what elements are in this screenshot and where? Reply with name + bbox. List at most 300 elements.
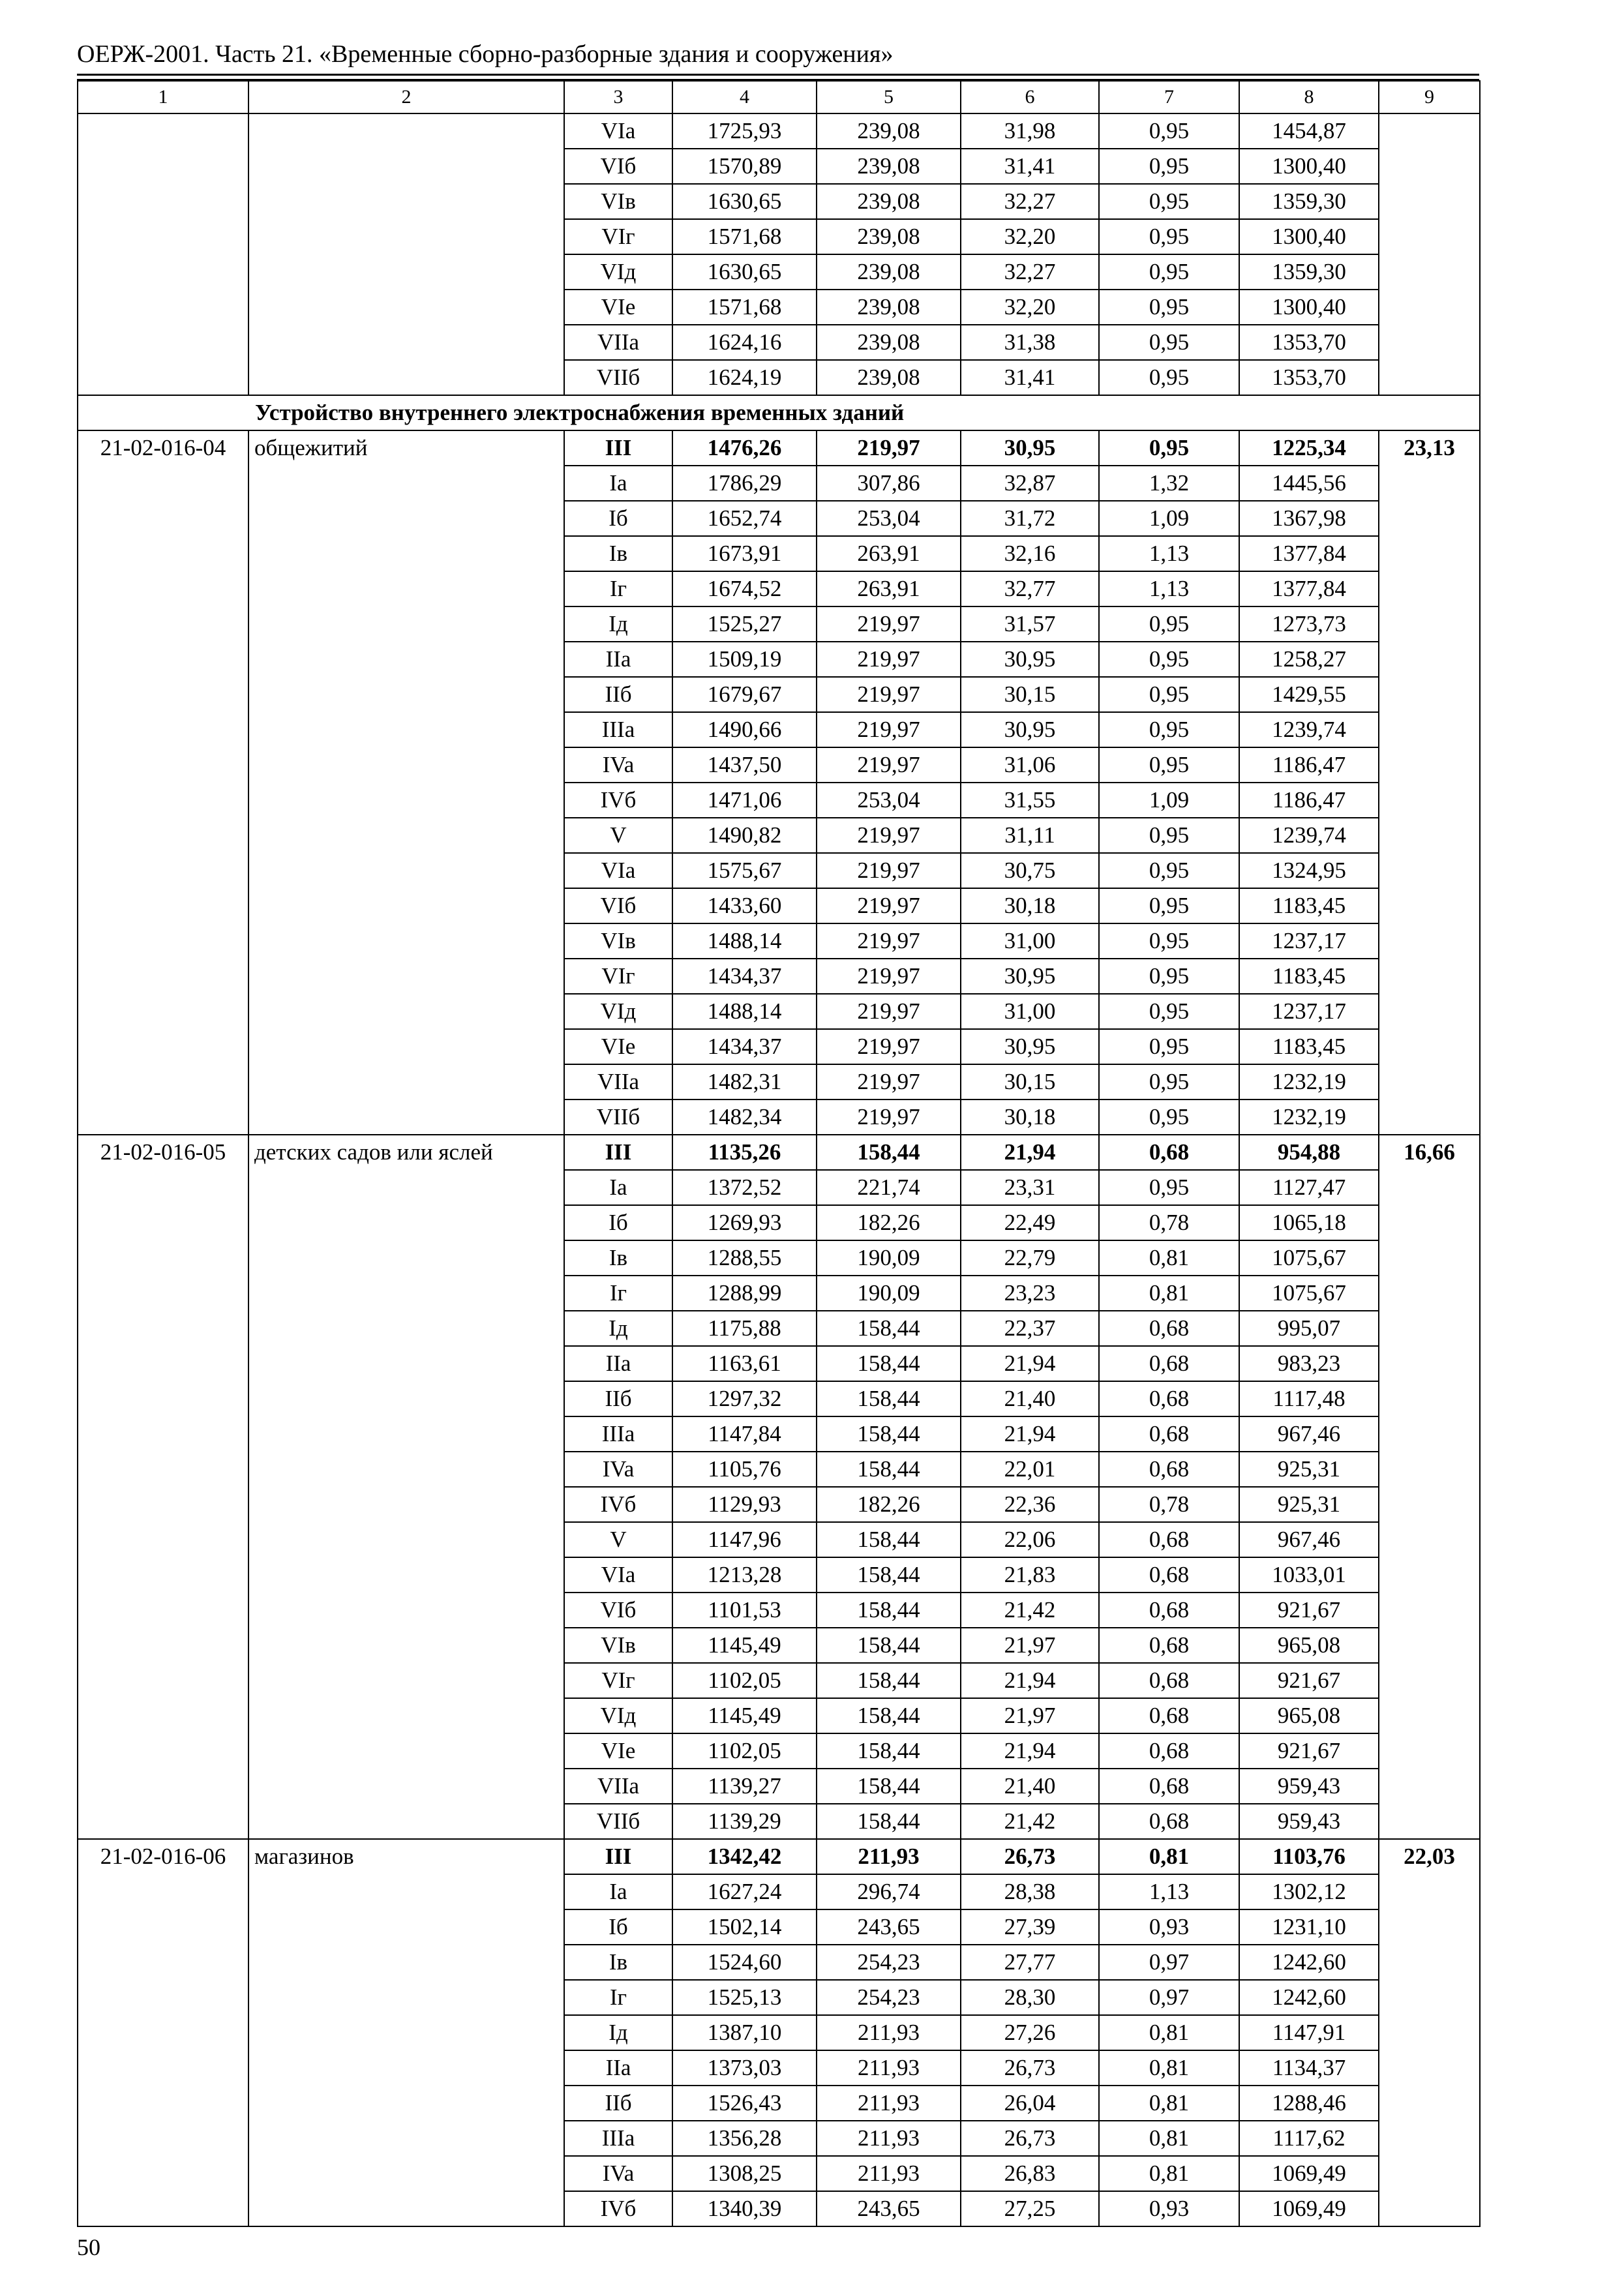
value-cell: 1102,05 <box>672 1733 817 1769</box>
value-cell: 0,68 <box>1099 1733 1239 1769</box>
value-cell: 0,95 <box>1099 1029 1239 1064</box>
value-cell: 1324,95 <box>1239 853 1379 888</box>
value-cell: 1237,17 <box>1239 994 1379 1029</box>
value-cell: 1,13 <box>1099 536 1239 571</box>
value-cell: 0,95 <box>1099 888 1239 923</box>
value-cell: 0,68 <box>1099 1346 1239 1381</box>
value-cell: 211,93 <box>817 2050 961 2086</box>
value-cell: IIIa <box>564 712 672 747</box>
value-cell: 1353,70 <box>1239 325 1379 360</box>
value-cell: 31,72 <box>961 501 1099 536</box>
value-cell: 1445,56 <box>1239 466 1379 501</box>
value-cell: 219,97 <box>817 994 961 1029</box>
value-cell: VIIa <box>564 325 672 360</box>
value-cell: 254,23 <box>817 1945 961 1980</box>
value-cell: IIIa <box>564 2121 672 2156</box>
value-cell: 1434,37 <box>672 1029 817 1064</box>
value-cell: VIIб <box>564 360 672 395</box>
value-cell: 1300,40 <box>1239 290 1379 325</box>
table-row <box>78 113 1480 149</box>
value-cell: III <box>564 1135 672 1170</box>
value-cell: 31,41 <box>961 360 1099 395</box>
value-cell: Iг <box>564 1276 672 1311</box>
value-cell: 0,78 <box>1099 1205 1239 1240</box>
value-cell: 1269,93 <box>672 1205 817 1240</box>
value-cell: 27,77 <box>961 1945 1099 1980</box>
value-cell: 158,44 <box>817 1628 961 1663</box>
value-cell: 1117,62 <box>1239 2121 1379 2156</box>
running-header: ОЕРЖ-2001. Часть 21. «Временные сборно-разборные здания и сооружения» <box>77 40 894 68</box>
value-cell: 954,88 <box>1239 1135 1379 1170</box>
value-cell: 0,81 <box>1099 2156 1239 2191</box>
value-cell: 182,26 <box>817 1487 961 1522</box>
value-cell: 219,97 <box>817 1064 961 1100</box>
value-cell: 0,93 <box>1099 2191 1239 2226</box>
value-cell: 0,81 <box>1099 1839 1239 1874</box>
value-cell: 253,04 <box>817 783 961 818</box>
value-cell: 1429,55 <box>1239 677 1379 712</box>
value-cell: 31,06 <box>961 747 1099 783</box>
value-cell: 1342,42 <box>672 1839 817 1874</box>
value-cell: 1297,32 <box>672 1381 817 1416</box>
value-cell: 1373,03 <box>672 2050 817 2086</box>
value-cell: 239,08 <box>817 184 961 219</box>
value-cell: 1630,65 <box>672 254 817 290</box>
value-cell: 0,95 <box>1099 254 1239 290</box>
value-cell: 32,77 <box>961 571 1099 606</box>
value-cell: 219,97 <box>817 430 961 466</box>
value-cell: 0,81 <box>1099 2086 1239 2121</box>
value-cell: 1570,89 <box>672 149 817 184</box>
value-cell: 0,95 <box>1099 712 1239 747</box>
value-cell: 1065,18 <box>1239 1205 1379 1240</box>
value-cell: Iв <box>564 1240 672 1276</box>
value-cell: 190,09 <box>817 1276 961 1311</box>
value-cell: 23,31 <box>961 1170 1099 1205</box>
value-cell: Ia <box>564 466 672 501</box>
value-cell: 1145,49 <box>672 1628 817 1663</box>
value-cell: 1163,61 <box>672 1346 817 1381</box>
value-cell: 1482,34 <box>672 1100 817 1135</box>
value-cell: 0,97 <box>1099 1945 1239 1980</box>
value-cell: 1673,91 <box>672 536 817 571</box>
value-cell: Iб <box>564 1205 672 1240</box>
section-row <box>78 395 1480 430</box>
value-cell: 1258,27 <box>1239 642 1379 677</box>
name-cell: детских садов или яслей <box>248 1135 564 1839</box>
value-cell: Iб <box>564 1909 672 1945</box>
value-cell: Iг <box>564 571 672 606</box>
value-cell: 1,09 <box>1099 501 1239 536</box>
value-cell: 239,08 <box>817 290 961 325</box>
value-cell: 32,20 <box>961 219 1099 254</box>
value-cell: 158,44 <box>817 1416 961 1452</box>
value-cell: 211,93 <box>817 2121 961 2156</box>
value-cell: 0,95 <box>1099 818 1239 853</box>
value-cell: 158,44 <box>817 1733 961 1769</box>
value-cell: 1075,67 <box>1239 1240 1379 1276</box>
value-cell: VIд <box>564 994 672 1029</box>
value-cell: 1387,10 <box>672 2015 817 2050</box>
value-cell: 1377,84 <box>1239 571 1379 606</box>
value-cell: 22,06 <box>961 1522 1099 1557</box>
value-cell: 30,18 <box>961 888 1099 923</box>
value-cell: 30,95 <box>961 712 1099 747</box>
table-row <box>78 430 1480 466</box>
column-number: 7 <box>1099 81 1239 113</box>
code-cell-empty <box>78 113 248 395</box>
value-cell: 26,73 <box>961 2121 1099 2156</box>
value-cell: 158,44 <box>817 1346 961 1381</box>
value-cell: 1525,27 <box>672 606 817 642</box>
value-cell: 1242,60 <box>1239 1980 1379 2015</box>
column-number: 6 <box>961 81 1099 113</box>
value-cell: 0,81 <box>1099 2050 1239 2086</box>
value-cell: 959,43 <box>1239 1804 1379 1839</box>
value-cell: 239,08 <box>817 149 961 184</box>
value-cell: V <box>564 1522 672 1557</box>
value-cell: 211,93 <box>817 1839 961 1874</box>
value-cell: 158,44 <box>817 1769 961 1804</box>
value-cell: IIa <box>564 2050 672 2086</box>
value-cell: 1302,12 <box>1239 1874 1379 1909</box>
value-cell: 30,95 <box>961 1029 1099 1064</box>
value-cell: 983,23 <box>1239 1346 1379 1381</box>
value-cell: 31,00 <box>961 994 1099 1029</box>
value-cell: 0,95 <box>1099 219 1239 254</box>
value-cell: 0,68 <box>1099 1452 1239 1487</box>
value-cell: VIa <box>564 113 672 149</box>
value-cell: VIб <box>564 1593 672 1628</box>
value-cell: VIв <box>564 1628 672 1663</box>
value-cell: 219,97 <box>817 959 961 994</box>
value-cell: 26,73 <box>961 2050 1099 2086</box>
value-cell: 158,44 <box>817 1311 961 1346</box>
table-row <box>78 1135 1480 1170</box>
value-cell: 0,95 <box>1099 1170 1239 1205</box>
value-cell: 1103,76 <box>1239 1839 1379 1874</box>
value-cell: 1288,99 <box>672 1276 817 1311</box>
code-cell: 21-02-016-04 <box>78 430 248 1135</box>
value-cell: IIб <box>564 677 672 712</box>
value-cell: 239,08 <box>817 219 961 254</box>
value-cell: 1075,67 <box>1239 1276 1379 1311</box>
value-cell: VIe <box>564 1733 672 1769</box>
value-cell: 1102,05 <box>672 1663 817 1698</box>
value-cell: 0,95 <box>1099 113 1239 149</box>
value-cell: 1652,74 <box>672 501 817 536</box>
value-cell: 1288,55 <box>672 1240 817 1276</box>
value-cell: 219,97 <box>817 712 961 747</box>
value-cell: 1186,47 <box>1239 747 1379 783</box>
value-cell: 239,08 <box>817 113 961 149</box>
value-cell: 1434,37 <box>672 959 817 994</box>
value-cell: VIIб <box>564 1804 672 1839</box>
value-cell: 1725,93 <box>672 113 817 149</box>
value-cell: 0,95 <box>1099 290 1239 325</box>
value-cell: 959,43 <box>1239 1769 1379 1804</box>
value-cell: 0,68 <box>1099 1522 1239 1557</box>
value-cell: IIa <box>564 642 672 677</box>
value-cell: 21,42 <box>961 1804 1099 1839</box>
value-cell: 1490,66 <box>672 712 817 747</box>
value-cell: 32,87 <box>961 466 1099 501</box>
value-cell: 1786,29 <box>672 466 817 501</box>
value-cell: 0,68 <box>1099 1628 1239 1663</box>
value-cell: V <box>564 818 672 853</box>
value-cell: 23,23 <box>961 1276 1099 1311</box>
value-cell: 307,86 <box>817 466 961 501</box>
value-cell: 1183,45 <box>1239 959 1379 994</box>
value-cell: 1105,76 <box>672 1452 817 1487</box>
col9-cell: 16,66 <box>1379 1135 1480 1839</box>
estimates-table <box>77 80 1481 2227</box>
name-cell: магазинов <box>248 1839 564 2226</box>
value-cell: VIIa <box>564 1064 672 1100</box>
value-cell: 1139,29 <box>672 1804 817 1839</box>
value-cell: 26,83 <box>961 2156 1099 2191</box>
value-cell: 221,74 <box>817 1170 961 1205</box>
value-cell: III <box>564 1839 672 1874</box>
column-number: 3 <box>564 81 672 113</box>
value-cell: 31,00 <box>961 923 1099 959</box>
value-cell: 1,09 <box>1099 783 1239 818</box>
value-cell: 219,97 <box>817 923 961 959</box>
value-cell: 219,97 <box>817 747 961 783</box>
value-cell: 158,44 <box>817 1557 961 1593</box>
value-cell: 0,95 <box>1099 747 1239 783</box>
value-cell: 1069,49 <box>1239 2156 1379 2191</box>
value-cell: Iг <box>564 1980 672 2015</box>
code-cell: 21-02-016-05 <box>78 1135 248 1839</box>
value-cell: Iд <box>564 606 672 642</box>
value-cell: 27,26 <box>961 2015 1099 2050</box>
value-cell: 21,94 <box>961 1135 1099 1170</box>
value-cell: 182,26 <box>817 1205 961 1240</box>
section-title: Устройство внутреннего электроснабжения временных зданий <box>248 395 1480 430</box>
value-cell: 967,46 <box>1239 1522 1379 1557</box>
value-cell: 0,68 <box>1099 1804 1239 1839</box>
value-cell: 1101,53 <box>672 1593 817 1628</box>
value-cell: VIб <box>564 149 672 184</box>
value-cell: IIб <box>564 1381 672 1416</box>
value-cell: 1367,98 <box>1239 501 1379 536</box>
header-rule <box>77 74 1479 76</box>
value-cell: 21,94 <box>961 1346 1099 1381</box>
value-cell: 1,13 <box>1099 1874 1239 1909</box>
value-cell: 0,95 <box>1099 1100 1239 1135</box>
value-cell: 21,97 <box>961 1698 1099 1733</box>
value-cell: 1437,50 <box>672 747 817 783</box>
value-cell: 1359,30 <box>1239 254 1379 290</box>
value-cell: 0,95 <box>1099 184 1239 219</box>
value-cell: 219,97 <box>817 677 961 712</box>
table-body <box>78 81 1480 2226</box>
value-cell: 31,11 <box>961 818 1099 853</box>
value-cell: VIг <box>564 1663 672 1698</box>
value-cell: 1624,19 <box>672 360 817 395</box>
value-cell: VIa <box>564 1557 672 1593</box>
value-cell: 158,44 <box>817 1381 961 1416</box>
value-cell: 239,08 <box>817 325 961 360</box>
value-cell: 158,44 <box>817 1698 961 1733</box>
value-cell: 21,40 <box>961 1769 1099 1804</box>
value-cell: 30,95 <box>961 642 1099 677</box>
value-cell: 1232,19 <box>1239 1100 1379 1135</box>
value-cell: VIIa <box>564 1769 672 1804</box>
value-cell: 21,42 <box>961 1593 1099 1628</box>
value-cell: 27,39 <box>961 1909 1099 1945</box>
value-cell: 1117,48 <box>1239 1381 1379 1416</box>
value-cell: VIIб <box>564 1100 672 1135</box>
value-cell: 219,97 <box>817 888 961 923</box>
value-cell: 0,81 <box>1099 2015 1239 2050</box>
value-cell: 296,74 <box>817 1874 961 1909</box>
value-cell: 32,27 <box>961 254 1099 290</box>
value-cell: 921,67 <box>1239 1733 1379 1769</box>
value-cell: 219,97 <box>817 642 961 677</box>
value-cell: 0,95 <box>1099 606 1239 642</box>
value-cell: 1524,60 <box>672 1945 817 1980</box>
value-cell: 22,79 <box>961 1240 1099 1276</box>
value-cell: Iв <box>564 536 672 571</box>
value-cell: 1183,45 <box>1239 888 1379 923</box>
value-cell: 211,93 <box>817 2156 961 2191</box>
value-cell: 31,57 <box>961 606 1099 642</box>
value-cell: 1308,25 <box>672 2156 817 2191</box>
value-cell: 0,68 <box>1099 1381 1239 1416</box>
value-cell: 1237,17 <box>1239 923 1379 959</box>
value-cell: 1147,91 <box>1239 2015 1379 2050</box>
value-cell: 0,68 <box>1099 1311 1239 1346</box>
value-cell: 0,68 <box>1099 1698 1239 1733</box>
value-cell: 27,25 <box>961 2191 1099 2226</box>
value-cell: 219,97 <box>817 853 961 888</box>
value-cell: 1232,19 <box>1239 1064 1379 1100</box>
value-cell: 219,97 <box>817 606 961 642</box>
value-cell: 1139,27 <box>672 1769 817 1804</box>
value-cell: 30,95 <box>961 430 1099 466</box>
value-cell: 1502,14 <box>672 1909 817 1945</box>
column-number: 9 <box>1379 81 1480 113</box>
value-cell: 21,94 <box>961 1416 1099 1452</box>
value-cell: 211,93 <box>817 2015 961 2050</box>
value-cell: IIa <box>564 1346 672 1381</box>
value-cell: 190,09 <box>817 1240 961 1276</box>
value-cell: Ia <box>564 1170 672 1205</box>
value-cell: Ia <box>564 1874 672 1909</box>
value-cell: 0,95 <box>1099 923 1239 959</box>
value-cell: 30,15 <box>961 1064 1099 1100</box>
value-cell: 239,08 <box>817 254 961 290</box>
value-cell: 1482,31 <box>672 1064 817 1100</box>
value-cell: 967,46 <box>1239 1416 1379 1452</box>
value-cell: Iд <box>564 1311 672 1346</box>
value-cell: III <box>564 430 672 466</box>
value-cell: 31,41 <box>961 149 1099 184</box>
name-cell: общежитий <box>248 430 564 1135</box>
value-cell: 0,68 <box>1099 1769 1239 1804</box>
value-cell: 0,95 <box>1099 149 1239 184</box>
value-cell: 26,04 <box>961 2086 1099 2121</box>
code-cell: 21-02-016-06 <box>78 1839 248 2226</box>
value-cell: 219,97 <box>817 1029 961 1064</box>
value-cell: IIIa <box>564 1416 672 1452</box>
col9-cell-empty <box>1379 113 1480 395</box>
section-blank <box>78 395 248 430</box>
value-cell: 1624,16 <box>672 325 817 360</box>
value-cell: 1147,96 <box>672 1522 817 1557</box>
value-cell: 0,95 <box>1099 325 1239 360</box>
value-cell: VIг <box>564 959 672 994</box>
value-cell: 1526,43 <box>672 2086 817 2121</box>
table-row <box>78 1839 1480 1874</box>
value-cell: Iд <box>564 2015 672 2050</box>
value-cell: Iв <box>564 1945 672 1980</box>
value-cell: 0,81 <box>1099 1276 1239 1311</box>
value-cell: 158,44 <box>817 1593 961 1628</box>
value-cell: 22,49 <box>961 1205 1099 1240</box>
value-cell: 1288,46 <box>1239 2086 1379 2121</box>
value-cell: 1471,06 <box>672 783 817 818</box>
value-cell: 0,68 <box>1099 1135 1239 1170</box>
value-cell: VIб <box>564 888 672 923</box>
value-cell: 1571,68 <box>672 219 817 254</box>
value-cell: IVб <box>564 1487 672 1522</box>
value-cell: 1433,60 <box>672 888 817 923</box>
value-cell: 0,81 <box>1099 1240 1239 1276</box>
value-cell: 1135,26 <box>672 1135 817 1170</box>
value-cell: VIд <box>564 1698 672 1733</box>
value-cell: 30,75 <box>961 853 1099 888</box>
value-cell: VIв <box>564 923 672 959</box>
value-cell: 1377,84 <box>1239 536 1379 571</box>
value-cell: 1300,40 <box>1239 149 1379 184</box>
name-cell-empty <box>248 113 564 395</box>
value-cell: 158,44 <box>817 1663 961 1698</box>
value-cell: 0,68 <box>1099 1557 1239 1593</box>
value-cell: VIe <box>564 290 672 325</box>
value-cell: 243,65 <box>817 2191 961 2226</box>
value-cell: 1525,13 <box>672 1980 817 2015</box>
value-cell: 219,97 <box>817 1100 961 1135</box>
value-cell: 28,30 <box>961 1980 1099 2015</box>
column-number: 5 <box>817 81 961 113</box>
column-number: 4 <box>672 81 817 113</box>
value-cell: 1575,67 <box>672 853 817 888</box>
value-cell: 1627,24 <box>672 1874 817 1909</box>
value-cell: 263,91 <box>817 536 961 571</box>
value-cell: 995,07 <box>1239 1311 1379 1346</box>
column-number-row <box>78 81 1480 113</box>
value-cell: 1239,74 <box>1239 712 1379 747</box>
value-cell: 1175,88 <box>672 1311 817 1346</box>
value-cell: 1571,68 <box>672 290 817 325</box>
value-cell: VIд <box>564 254 672 290</box>
value-cell: 0,95 <box>1099 1064 1239 1100</box>
value-cell: 1356,28 <box>672 2121 817 2156</box>
value-cell: 1183,45 <box>1239 1029 1379 1064</box>
value-cell: 1239,74 <box>1239 818 1379 853</box>
column-number: 8 <box>1239 81 1379 113</box>
column-number: 1 <box>78 81 248 113</box>
value-cell: 1476,26 <box>672 430 817 466</box>
value-cell: 219,97 <box>817 818 961 853</box>
value-cell: 243,65 <box>817 1909 961 1945</box>
value-cell: 22,37 <box>961 1311 1099 1346</box>
value-cell: 26,73 <box>961 1839 1099 1874</box>
value-cell: 1,13 <box>1099 571 1239 606</box>
